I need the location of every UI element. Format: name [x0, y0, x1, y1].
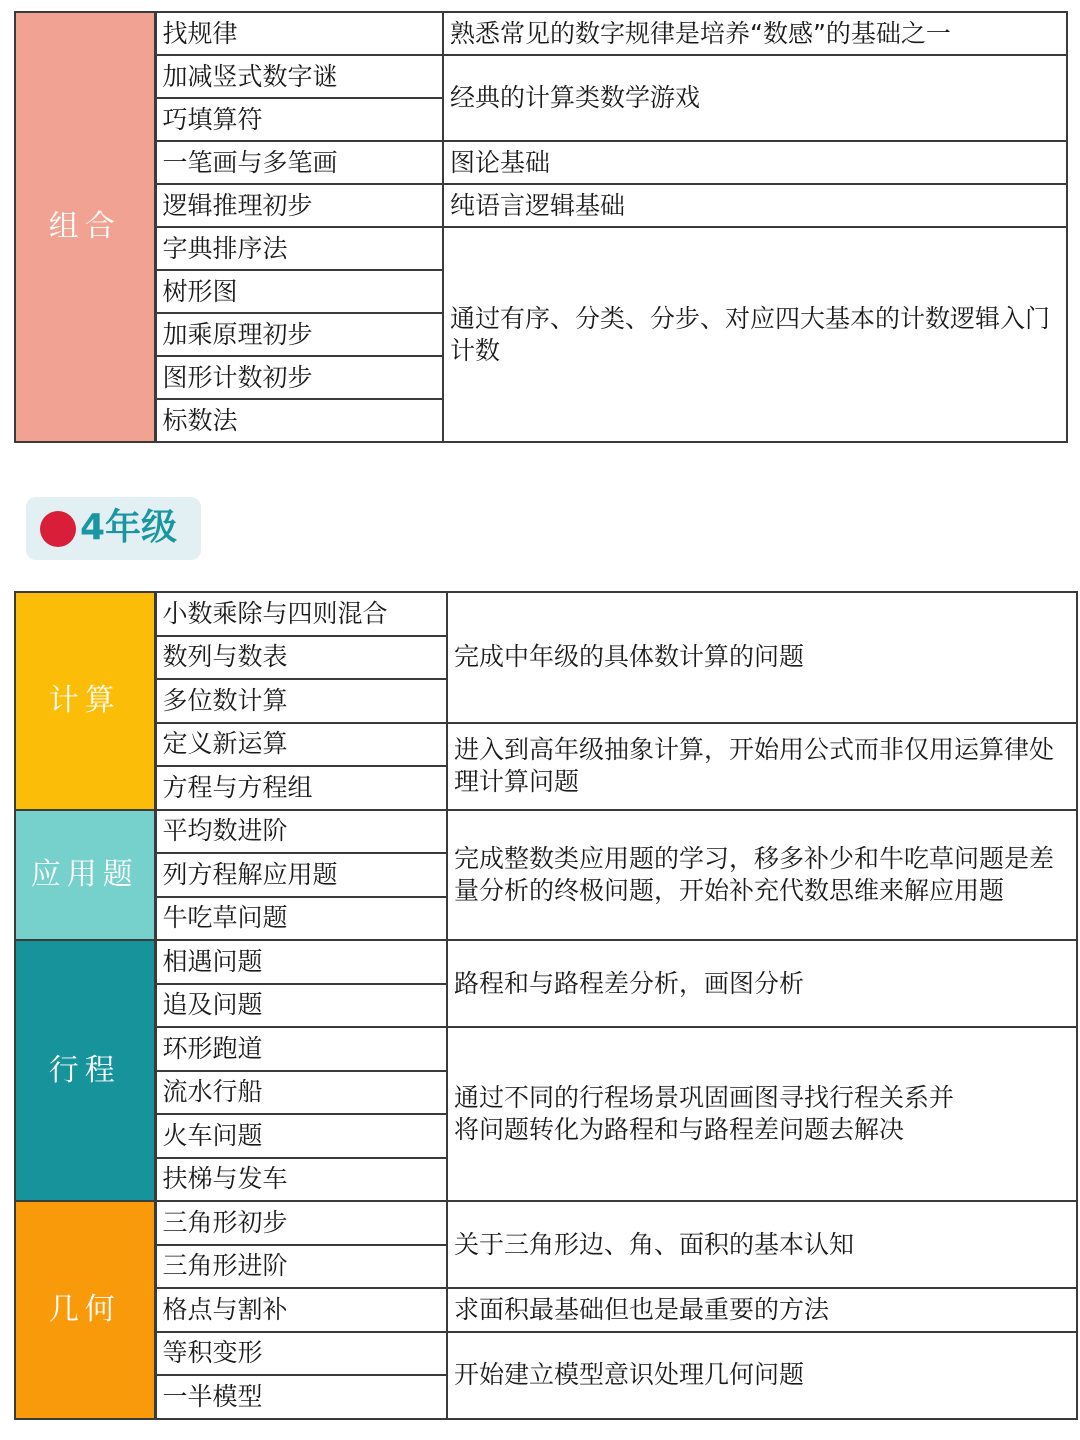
topic-cell: 小数乘除与四则混合 — [155, 592, 447, 636]
topic-cell: 多位数计算 — [155, 679, 447, 723]
description-cell: 通过有序、分类、分步、对应四大基本的计数逻辑入门计数 — [443, 227, 1067, 442]
combinatorics-table — [14, 11, 1068, 443]
description-cell: 完成整数类应用题的学习，移多补少和牛吃草问题是差量分析的终极问题，开始补充代数思维来解应用题 — [447, 810, 1077, 941]
topic-cell: 一笔画与多笔画 — [155, 141, 443, 184]
topic-cell: 火车问题 — [155, 1114, 447, 1158]
topic-cell: 加减竖式数字谜 — [155, 55, 443, 98]
topic-cell: 列方程解应用题 — [155, 853, 447, 897]
topic-cell: 三角形初步 — [155, 1201, 447, 1245]
topic-cell: 定义新运算 — [155, 723, 447, 767]
grade-section-header — [26, 497, 201, 560]
description-cell: 进入到高年级抽象计算，开始用公式而非仅用运算律处理计算问题 — [447, 723, 1077, 810]
description-cell: 图论基础 — [443, 141, 1067, 184]
description-cell: 通过不同的行程场景巩固画图寻找行程关系并将问题转化为路程和与路程差问题去解决 — [447, 1027, 1077, 1201]
topic-cell: 三角形进阶 — [155, 1245, 447, 1289]
topic-cell: 平均数进阶 — [155, 810, 447, 854]
red-dot-icon — [40, 511, 76, 547]
category-travel: 行程 — [15, 940, 155, 1201]
topic-cell: 牛吃草问题 — [155, 897, 447, 941]
description-cell: 经典的计算类数学游戏 — [443, 55, 1067, 141]
description-cell: 开始建立模型意识处理几何问题 — [447, 1332, 1077, 1419]
description-cell: 关于三角形边、角、面积的基本认知 — [447, 1201, 1077, 1288]
topic-cell: 字典排序法 — [155, 227, 443, 270]
topic-cell: 数列与数表 — [155, 636, 447, 680]
topic-cell: 方程与方程组 — [155, 766, 447, 810]
topic-cell: 相遇问题 — [155, 940, 447, 984]
category-calculation: 计算 — [15, 592, 155, 810]
section-title: 4年级 — [80, 507, 178, 548]
description-cell: 纯语言逻辑基础 — [443, 184, 1067, 227]
topic-cell: 环形跑道 — [155, 1027, 447, 1071]
topic-cell: 树形图 — [155, 270, 443, 313]
description-cell: 完成中年级的具体数计算的问题 — [447, 592, 1077, 723]
topic-cell: 找规律 — [155, 12, 443, 55]
topic-cell: 标数法 — [155, 399, 443, 442]
topic-cell: 一半模型 — [155, 1375, 447, 1419]
grade4-table — [14, 591, 1078, 1420]
category-geometry: 几何 — [15, 1201, 155, 1419]
topic-cell: 扶梯与发车 — [155, 1158, 447, 1202]
category-combinatorics: 组合 — [15, 12, 155, 442]
topic-cell: 格点与割补 — [155, 1288, 447, 1332]
topic-cell: 巧填算符 — [155, 98, 443, 141]
topic-cell: 追及问题 — [155, 984, 447, 1028]
topic-cell: 加乘原理初步 — [155, 313, 443, 356]
topic-cell: 等积变形 — [155, 1332, 447, 1376]
category-word-problems: 应用题 — [15, 810, 155, 941]
description-cell: 求面积最基础但也是最重要的方法 — [447, 1288, 1077, 1332]
topic-cell: 流水行船 — [155, 1071, 447, 1115]
description-cell: 熟悉常见的数字规律是培养“数感”的基础之一 — [443, 12, 1067, 55]
description-cell: 路程和与路程差分析，画图分析 — [447, 940, 1077, 1027]
topic-cell: 图形计数初步 — [155, 356, 443, 399]
topic-cell: 逻辑推理初步 — [155, 184, 443, 227]
